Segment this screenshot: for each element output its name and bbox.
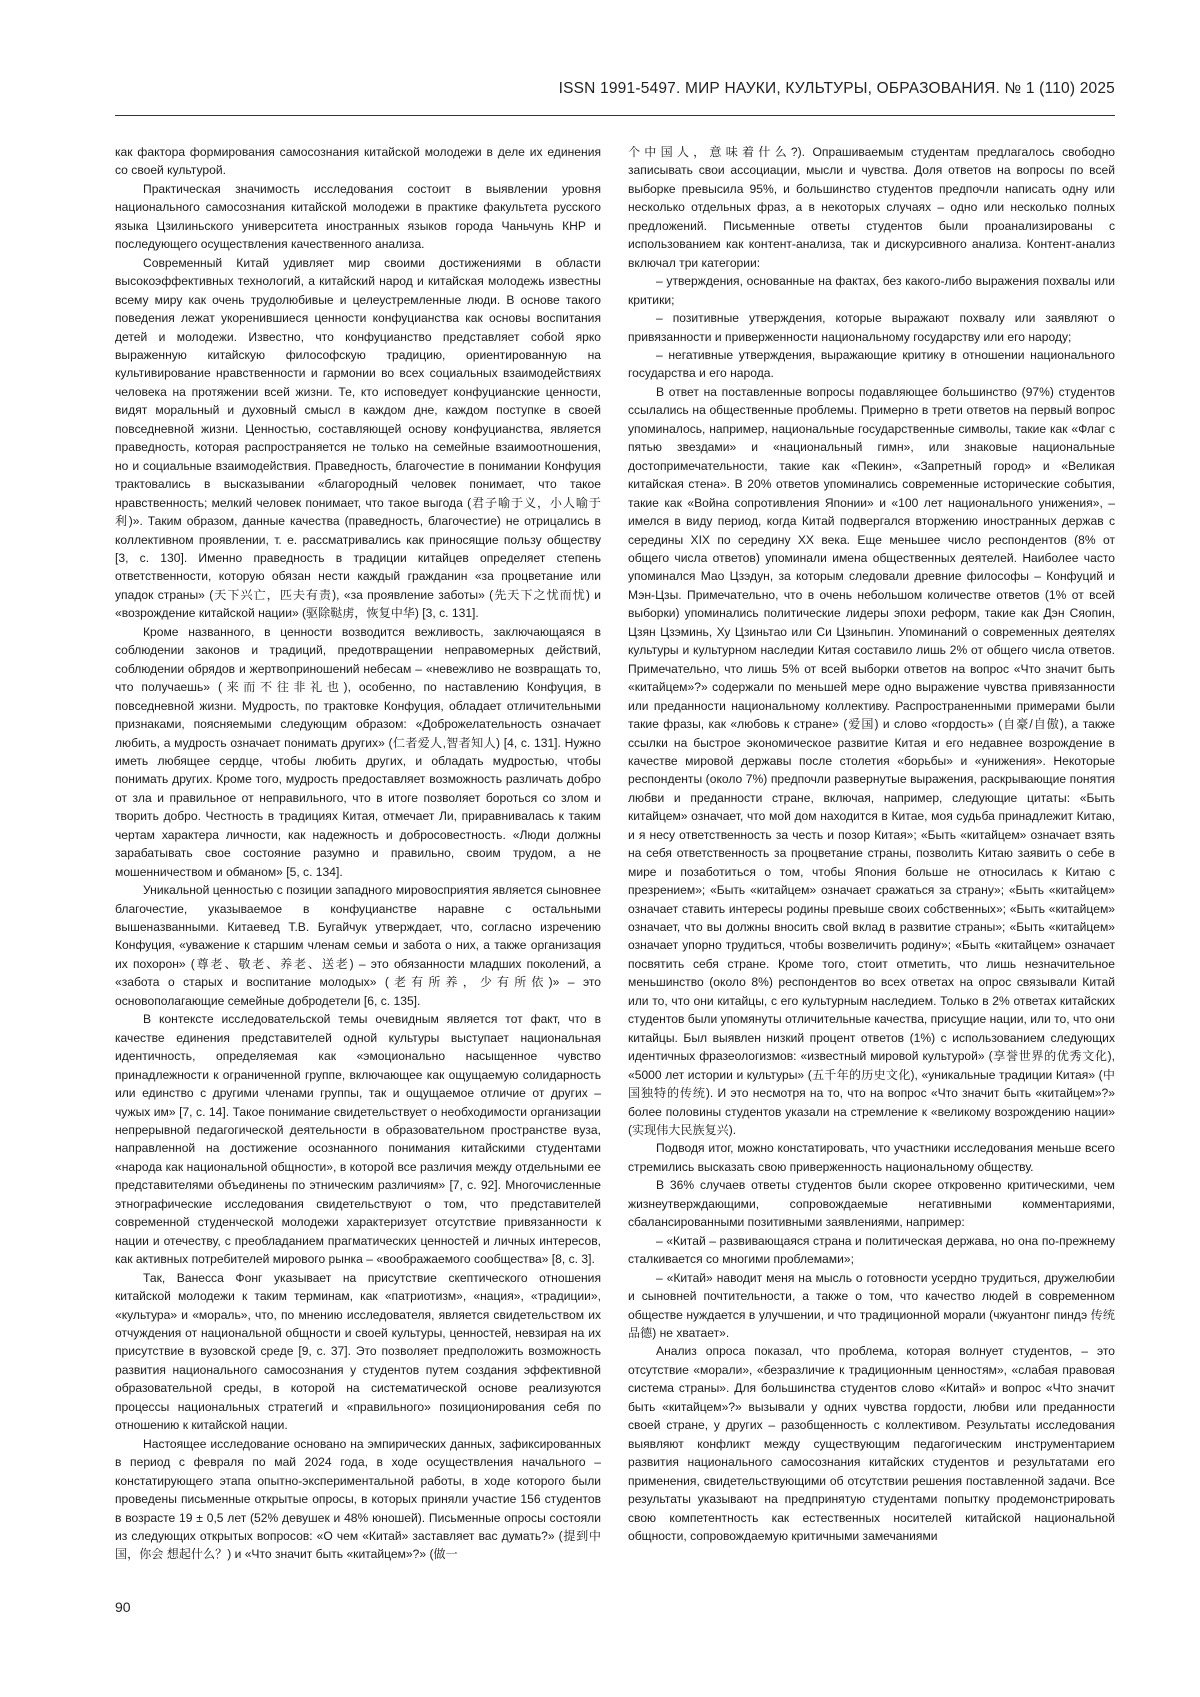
paragraph: В 36% случаев ответы студентов были скорее откровенно критическими, чем жизнеутверждающими, сопровождаемые негативными комментариями, сбалансированными позитивными заявлениями, например: (628, 1176, 1115, 1231)
paragraph: Кроме названного, в ценности возводится вежливость, заключающаяся в соблюдении законов и традиций, предотвращении неправомерных действий, соблюдении обрядов и жертвоприношений небесам – «невежливо не возвращать то, что получаешь» (来而不往非礼也), особенно, по наставлению Конфуция, в повседневной жизни. Мудрость, по трактовке Конфуция, обладает отличительными признаками, поясняемыми следующим образом: «Доброжелательность означает любить, а мудрость означает понимать других» (仁者爱人,智者知人) [4, с. 131]. Нужно иметь любящее сердце, чтобы любить других, и обладать мудростью, чтобы понимать других. Кроме того, мудрость предоставляет возможность различать добро от зла и правильное от неправильного, что в итоге позволяет бороться со злом и творить добро. Честность в традициях Китая, отмечает Ли, приравнивалась к таким чертам характера личности, как надежность и добросовестность. «Люди должны зарабатывать свое состояние разумно и правильно, своим трудом, а не мошенничеством и обманом» [5, с. 134]. (115, 623, 601, 881)
list-item: – «Китай» наводит меня на мысль о готовности усердно трудиться, дружелюбии и сыновней почтительности, а также о том, что качество людей в современном обществе нуждается в улучшении, и что традиционной морали (чжуантонг пиндэ 传统品德) не хватает». (628, 1269, 1115, 1343)
list-item: – «Китай – развивающаяся страна и политическая держава, но она по-прежнему сталкивается со многими проблемами»; (628, 1232, 1115, 1269)
page-number: 90 (115, 1599, 131, 1615)
paragraph: Подводя итог, можно констатировать, что участники исследования меньше всего стремились высказать свою приверженность национальному обществу. (628, 1139, 1115, 1176)
paragraph: 个中国人，意味着什么?). Опрашиваемым студентам предлагалось свободно записывать свои ассоциации, мысли и чувства. Доля ответов на вопросы по всей выборке превысила 95%, и большинство студентов предпочли написать одну или несколько отдельных фраз, а в некоторых случаях – одно или несколько полных предложений. Письменные ответы студентов были проанализированы с использованием как контент-анализа, так и дискурсивного анализа. Контент-анализ включал три категории: (628, 143, 1115, 272)
paragraph: как фактора формирования самосознания китайской молодежи в деле их единения со своей культурой. (115, 143, 601, 180)
list-item: – негативные утверждения, выражающие критику в отношении национального государства и его народа. (628, 346, 1115, 383)
paragraph: В ответ на поставленные вопросы подавляющее большинство (97%) студентов ссылались на общественные проблемы. Примерно в трети ответов на первый вопрос упоминалось, например, национальные государственные символы, такие как «Флаг с пятью звездами» и «национальный гимн», или знаковые национальные достопримечательности, такие как «Пекин», «Запретный город» и «Великая китайская стена». В 20% ответов упоминались современные исторические события, такие как «Война сопротивления Японии» и «100 лет национального унижения», – имелся в виду период, когда Китай подвергался вторжению иностранных держав с середины XIX по середину XX века. Еще меньшее число респондентов (8% от общего числа ответов) упоминали имена общественных деятелей. Наиболее часто упоминался Мао Цзэдун, за которым следовали древние философы – Конфуций и Мэн-Цзы. Примечательно, что в очень небольшом количестве ответов (1% от всей выборки) упоминались политические лидеры эпохи реформ, такие как Дэн Сяопин, Цзян Цзэминь, Ху Цзиньтао или Си Цзиньпин. Упоминаний о современных деятелях культуры и культурном наследии Китая составило лишь 2% от общего числа ответов. Примечательно, что лишь 5% от всей выборки ответов на вопрос «Что значит быть «китайцем»?» содержали по меньшей мере одно выражение чувства привязанности или преданности национальному коллективу. Распространенными примерами были такие фразы, как «любовь к стране» (爱国) и слово «гордость» (自豪/自傲), а также ссылки на быстрое экономическое развитие Китая и его недавнее возрождение в качестве мировой державы после столетия «борьбы» и «унижения». Некоторые респонденты (около 7%) предпочли развернутые выражения, раскрывающие понятия любви и преданности стране, включая, например, следующие цитаты: «Быть китайцем» означает, что мой дом находится в Китае, моя судьба принадлежит Китаю, и я несу ответственность за честь и позор Китая»; «Быть «китайцем» означает взять на себя ответственность за процветание страны, позволить Китаю заявить о себе в мире и позаботиться о том, чтобы Япония больше не относилась к Китаю с презрением»; «Быть «китайцем» означает сражаться за страну»; «Быть «китайцем» означает ставить интересы родины превыше своих собственных»; «Быть «китайцем» означает, что вы должны вносить свой вклад в развитие страны»; «Быть «китайцем» означает упорно трудиться, чтобы возвеличить родину»; «Быть «китайцем» означает посвятить себя стране. Кроме того, стоит отметить, что лишь незначительное меньшинство (около 8%) респондентов во всех ответах на опрос связывали Китай или то, что они китайцы, с его культурным наследием. Только в 2% ответах китайских студентов были упомянуты отличительные качества, присущие нации, или то, что они китайцы. Был выявлен низкий процент ответов (1%) с использованием следующих идентичных фразеологизмов: «известный мировой культурой» (享誉世界的优秀文化), «5000 лет истории и культуры» (五千年的历史文化), «уникальные традиции Китая» (中国独特的传统). И это несмотря на то, что на вопрос «Что значит быть «китайцем»?» более половины студентов указали на стремление к «великому возрождению нации» (实现伟大民族复兴). (628, 383, 1115, 1140)
paragraph: В контексте исследовательской темы очевидным является тот факт, что в качестве единения представителей одной культуры выступает национальная идентичность, определяемая как «эмоционально насыщенное чувство принадлежности к ограниченной группе, включающее как ощущаемую солидарность или единство с другими членами группы, так и ощущаемое отличие от других – чужых им» [7, с. 14]. Такое понимание свидетельствует о необходимости организации непрерывной педагогической деятельности в образовательном пространстве вуза, направленной на достижение осознанного понимания китайскими студентами «народа как национальной общности», в которой все различия между отдельными ее представителями объединены по этническим различиям» [7, с. 92]. Многочисленные этнографические исследования свидетельствуют о том, что представителей современной студенческой молодежи характеризует отсутствие привязанности к нации и отечеству, с преобладанием прагматических ценностей и личных интересов, как активных потребителей мирового рынка – «воображаемого сообщества» [8, с. 3]. (115, 1010, 601, 1268)
paragraph: Настоящее исследование основано на эмпирических данных, зафиксированных в период с февраля по май 2024 года, в ходе осуществления начального – констатирующего этапа опытно-экспериментальной работы, в ходе которого были проведены письменные открытые опросы, в которых приняли участие 156 студентов в возрасте 19 ± 0,5 лет (52% девушек и 48% юношей). Письменные опросы состояли из следующих открытых вопросов: «О чем «Китай» заставляет вас думать?» (提到中国，你会 想起什么？) и «Что значит быть «китайцем»?» (做一 (115, 1435, 601, 1564)
paragraph: Анализ опроса показал, что проблема, которая волнует студентов, – это отсутствие «морали», «безразличие к традиционным ценностям», «слабая правовая система страны». Для большинства студентов слово «Китай» и вопрос «Что значит быть «китайцем»?» вызывали у одних чувства гордости, любви или преданности своей стране, у других – разобщенность с коллективом. Результаты исследования выявляют конфликт между существующим педагогическим инструментарием развития национального самосознания китайских студентов и результатами его применения, свидетельствующими об отсутствии решения поставленной задачи. Все результаты указывают на предпринятую студентами попытку продемонстрировать свою компетентность как естественных носителей китайской национальной общности, сопровождаемую критичными замечаниями (628, 1342, 1115, 1545)
list-item: – утверждения, основанные на фактах, без какого-либо выражения похвалы или критики; (628, 272, 1115, 309)
paragraph: Так, Ванесса Фонг указывает на присутствие скептического отношения китайской молодежи к таким терминам, как «патриотизм», «нация», «традиции», «культура» и «мораль», что, по мнению исследователя, является свидетельством их отчуждения от национальной общности и своей культуры, ценностей, невзирая на их присутствие в вузовской среде [9, с. 37]. Это позволяет предположить возможность развития национального самосознания у студентов путем создания эффективной образовательной среды, в которой на систематической основе реализуются процессы национальных стратегий и «правильного» позиционирования себя по отношению к китайской нации. (115, 1269, 601, 1435)
list-item: – позитивные утверждения, которые выражают похвалу или заявляют о привязанности и приверженности национальному государству или его народу; (628, 309, 1115, 346)
paragraph: Современный Китай удивляет мир своими достижениями в области высокоэффективных технологий, а китайский народ и китайская молодежь известны всему миру как очень трудолюбивые и целеустремленные люди. В основе такого поведения лежат укоренившиеся ценности конфуцианства как основы воспитания детей и молодежи. Известно, что конфуцианство представляет собой ярко выраженную китайскую философскую традицию, ориентированную на культивирование нравственности и гармонии во всех социальных взаимодействиях человека на протяжении всей жизни. Те, кто исповедует конфуцианские ценности, видят моральный и духовный смысл в каждом дне, каждом поступке в своей повседневной жизни. Ценностью, составляющей основу конфуцианства, является праведность, которая распространяется не только на семейные взаимоотношения, но и социальные взаимодействия. Праведность, благочестие в понимании Конфуция трактовались в высказывании «благородный человек понимает, что такое нравственность; мелкий человек понимает, что такое выгода (君子喻于义，小人喻于利)». Таким образом, данные качества (праведность, благочестие) не отрицались в коллективном проявлении, т. е. рассматривались как приносящие пользу обществу [3, с. 130]. Именно праведность в традиции китайцев определяет степень ответственности, которую обязан нести каждый гражданин «за процветание или упадок страны» (天下兴亡，匹夫有责), «за проявление заботы» (先天下之忧而忧) и «возрождение китайской нации» (驱除鞑虏，恢复中华) [3, с. 131]. (115, 254, 601, 623)
left-column (115, 143, 601, 1564)
paragraph: Уникальной ценностью с позиции западного мировосприятия является сыновнее благочестие, указываемое в конфуцианстве наравне с остальными вышеназванными. Китаевед Т.В. Бугайчук утверждает, что, согласно изречению Конфуция, «уважение к старшим членам семьи и забота о них, а также организация их похорон» (尊老、敬老、养老、送老) – это обязанности младших поколений, а «забота о старых и воспитание молодых» (老有所养，少有所依)» – это основополагающие семейные добродетели [6, с. 135]. (115, 881, 601, 1010)
running-header (115, 80, 1115, 116)
right-column (628, 143, 1115, 1545)
paragraph: Практическая значимость исследования состоит в выявлении уровня национального самосознания китайской молодежи в практике факультета русского языка Цзилиньского университета иностранных языков города Чаньчунь КНР и последующего осуществления качественного анализа. (115, 180, 601, 254)
header-rule (115, 115, 1115, 116)
journal-title: ISSN 1991-5497. МИР НАУКИ, КУЛЬТУРЫ, ОБРАЗОВАНИЯ. № 1 (110) 2025 (559, 80, 1115, 98)
